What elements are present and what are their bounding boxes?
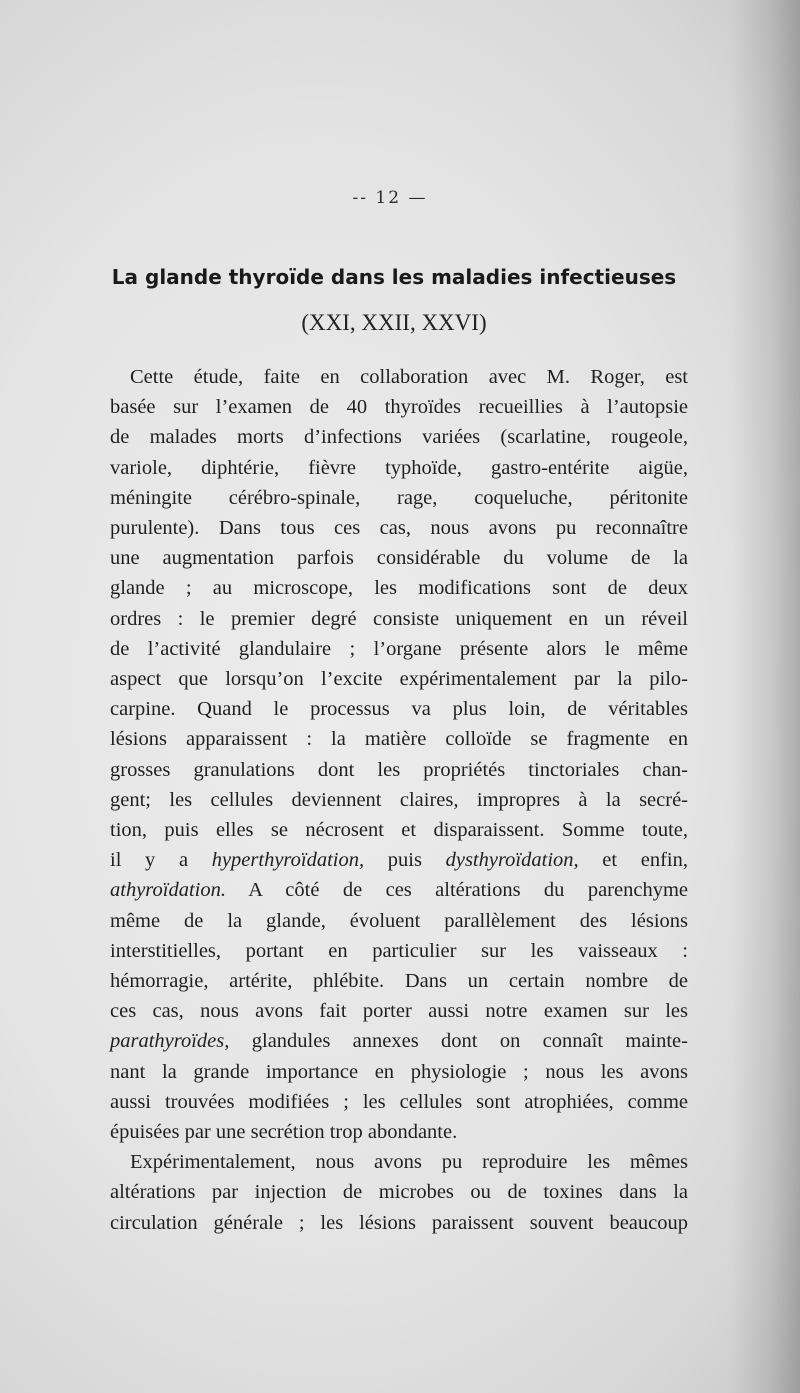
italic-term-dysthyroidation: dysthyroïdation, [445,849,579,872]
text-line: carpine. Quand le processus va plus loin, de véritables [110,698,688,721]
paragraph-1 [110,362,688,1147]
text-line: glande ; au microscope, les modifications sont de deux [110,577,688,600]
text-line: circulation générale ; les lésions paraissent souvent beaucoup [110,1211,688,1234]
text-line: Expérimentalement, nous avons pu reproduire les mêmes [130,1151,688,1174]
text-line: variole, diphtérie, fièvre typhoïde, gastro-entérite aigüe, [110,456,688,479]
text-line: tion, puis elles se nécrosent et disparaissent. Somme toute, [110,819,688,842]
section-heading: La glande thyroïde dans les maladies infectieuses [111,265,677,289]
text-line: lésions apparaissent : la matière colloïde se fragmente en [110,728,688,751]
text-run: il y a [110,849,212,872]
text-line: interstitielles, portant en particulier sur les vaisseaux : [110,939,688,962]
text-run: et enfin, [578,849,688,872]
text-line [110,845,688,875]
text-line: une augmentation parfois considérable du volume de la [110,547,688,570]
page-edge-shadow [730,0,800,1393]
text-line: nant la grande importance en physiologie ; nous les avons [110,1060,688,1083]
text-line: Cette étude, faite en collaboration avec M. Roger, est [130,366,688,388]
text-run: glandules annexes dont on connaît mainte- [229,1030,688,1053]
text-line: basée sur l’examen de 40 thyroïdes recueillies à l’autopsie [110,396,688,419]
text-line: même de la glande, évoluent parallèlement des lésions [110,909,688,932]
text-line: altérations par injection de microbes ou de toxines dans la [110,1181,688,1204]
text-line: méningite cérébro-spinale, rage, coqueluche, péritonite [110,486,688,509]
text-line: de l’activité glandulaire ; l’organe présente alors le même [110,637,688,660]
text-line: purulente). Dans tous ces cas, nous avons pu reconnaître [110,517,688,540]
text-line: aspect que lorsqu’on l’excite expérimentalement par la pilo- [110,668,688,691]
text-line: hémorragie, artérite, phlébite. Dans un certain nombre de [110,970,688,993]
section-subheading: (XXI, XXII, XXVI) [301,310,487,335]
body-text [110,362,688,1238]
text-line: ces cas, nous avons fait porter aussi notre examen sur les [110,1000,688,1023]
text-line: aussi trouvées modifiées ; les cellules sont atrophiées, comme [110,1090,688,1113]
text-line: de malades morts d’infections variées (scarlatine, rougeole, [110,426,688,449]
paragraph-2 [110,1147,688,1238]
text-line [110,875,688,905]
text-run: A côté de ces altérations du parenchyme [225,879,688,902]
text-line: grosses granulations dont les propriétés tinctoriales chan- [110,758,688,781]
page-number: -- 12 — [352,188,428,208]
italic-term-hyperthyroidation: hyperthyroïdation, [211,849,365,872]
text-run: puis [364,849,446,872]
text-line: ordres : le premier degré consiste uniquement en un réveil [110,607,688,630]
text-line [110,1026,688,1056]
text-line: épuisées par une secrétion trop abondante. [110,1121,458,1144]
italic-term-parathyroides: parathyroïdes, [110,1030,230,1053]
italic-term-athyroidation: athyroïdation. [110,879,226,902]
text-line: gent; les cellules deviennent claires, impropres à la secré- [110,788,688,811]
